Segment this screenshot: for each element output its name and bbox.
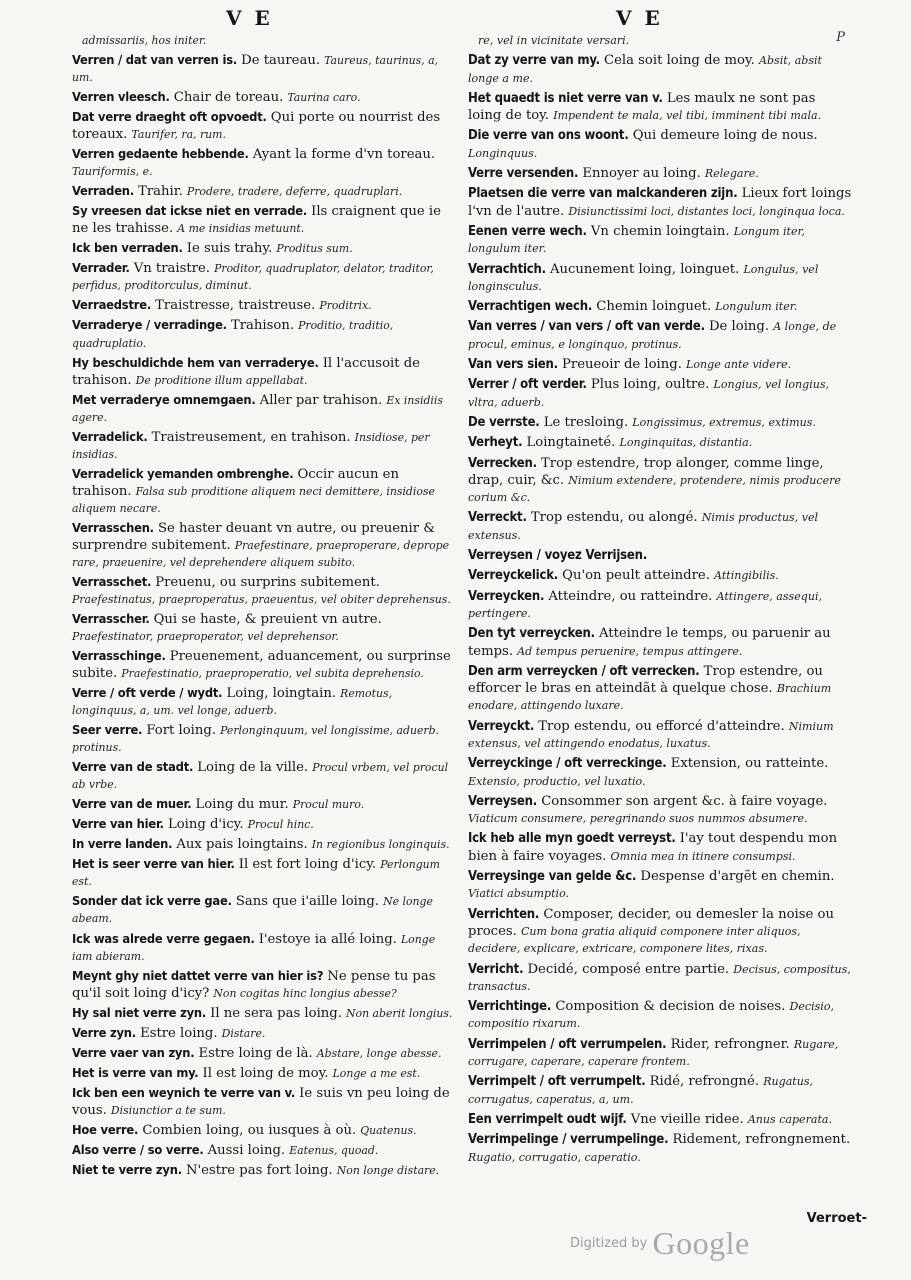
latin-gloss: Taureus, taurinus, a, um. — [72, 54, 439, 85]
headword: Ick ben een weynich te verre van v. — [72, 1085, 296, 1101]
latin-gloss: Praefestinatio, praeproperatio, vel subita deprehensio. — [121, 667, 424, 681]
headword: Sy vreesen dat ickse niet en verrade. — [72, 204, 308, 220]
headword: Verrasscher. — [72, 611, 150, 627]
dictionary-entry — [72, 931, 456, 965]
dictionary-entry — [72, 759, 456, 793]
headword: Verrader. — [72, 261, 130, 277]
french-gloss: Loing de la ville. — [197, 760, 309, 776]
latin-gloss: Disiunctior a te sum. — [110, 1103, 226, 1117]
headword: Die verre van ons woont. — [468, 128, 629, 144]
latin-gloss: Longum iter, longulum iter. — [468, 224, 806, 256]
dictionary-entry — [72, 146, 456, 180]
french-gloss: Aux pais loingtains. — [176, 837, 308, 853]
dictionary-entry — [468, 223, 852, 258]
french-gloss: I'ay tout despendu mon bien à faire voyages. — [468, 831, 838, 864]
headword: Meynt ghy niet dattet verre van hier is? — [72, 968, 324, 984]
french-gloss: Qui demeure loing de nous. — [632, 128, 818, 144]
headword: Verreysen. — [468, 793, 538, 809]
headword: Ick heb alle myn goedt verreyst. — [468, 831, 676, 847]
french-gloss: Rider, refrongner. — [670, 1036, 790, 1052]
dictionary-entry — [72, 429, 456, 463]
dictionary-entry — [72, 816, 456, 833]
french-gloss: Plus loing, oultre. — [590, 377, 710, 393]
latin-gloss: Proditio, traditio, quadruplatio. — [72, 319, 394, 350]
latin-gloss: Longinquus. — [468, 146, 538, 160]
latin-gloss: Quatenus. — [360, 1123, 417, 1137]
french-gloss: Vn chemin loingtain. — [590, 223, 730, 239]
headword: Seer verre. — [72, 723, 143, 739]
french-gloss: Ridé, refrongné. — [649, 1074, 760, 1090]
dictionary-entry — [468, 376, 852, 411]
dictionary-entry — [72, 89, 456, 106]
dictionary-entry — [72, 260, 456, 294]
headword: Plaetsen die verre van malckanderen zijn. — [468, 186, 738, 202]
headword: Verrimpelt / oft verrumpelt. — [468, 1074, 646, 1090]
dictionary-entry — [468, 185, 852, 220]
dictionary-entry — [468, 165, 852, 182]
latin-gloss: Proditus sum. — [276, 242, 353, 256]
latin-gloss: Prodere, tradere, deferre, quadruplari. — [186, 185, 403, 199]
latin-gloss: Nimium extensus, vel attingendo enodatus, luxatus. — [468, 719, 834, 750]
dictionary-entry — [72, 32, 456, 49]
headword: Verren vleesch. — [72, 90, 170, 106]
dictionary-entry — [468, 356, 852, 373]
french-gloss: Traistreusement, en trahison. — [151, 429, 351, 445]
headword: Verrasschinge. — [72, 649, 166, 665]
french-gloss: Se haster deuant vn autre, ou preuenir & surprendre subitement. — [72, 520, 435, 553]
latin-gloss: Nimium extendere, protendere, nimis producere corium &c. — [468, 473, 841, 505]
latin-gloss: Ne longe abeam. — [72, 895, 433, 926]
headword: Verre vaer van zyn. — [72, 1045, 195, 1061]
french-gloss: Ne pense tu pas qu'il soit loing d'icy? — [72, 968, 436, 1001]
french-gloss: Combien loing, ou iusques à où. — [142, 1122, 357, 1138]
french-gloss: Decidé, composé entre partie. — [527, 961, 730, 977]
latin-gloss: Anus caperata. — [747, 1112, 832, 1126]
headword: Niet te verre zyn. — [72, 1162, 182, 1178]
french-gloss: Sans que i'aille loing. — [235, 894, 379, 910]
headword: Dat verre draeght oft opvoedt. — [72, 110, 267, 126]
french-gloss: Qui se haste, & preuient vn autre. — [153, 611, 382, 627]
latin-gloss: Rugatio, corrugatio, caperatio. — [468, 1150, 641, 1164]
french-gloss: De loing. — [708, 319, 770, 335]
french-gloss: Loing d'icy. — [167, 817, 244, 833]
latin-gloss: Taurifer, ra, rum. — [131, 128, 226, 142]
french-gloss: Aussi loing. — [207, 1142, 286, 1158]
french-gloss: Aller par trahison. — [259, 392, 383, 408]
headword: Verreyckt. — [468, 718, 535, 734]
latin-gloss: Nimis productus, vel extensus. — [468, 511, 819, 542]
headword: Verre van hier. — [72, 817, 164, 833]
dictionary-entry — [468, 961, 852, 996]
french-gloss: Preuenement, aduancement, ou surprinse subite. — [72, 649, 451, 682]
dictionary-entry — [468, 509, 852, 544]
dictionary-entry — [72, 968, 456, 1002]
french-gloss: Ridement, refrongnement. — [672, 1132, 851, 1148]
dictionary-entry — [72, 1142, 456, 1159]
french-gloss: Ayant la forme d'vn toreau. — [252, 147, 436, 163]
french-gloss: Qui porte ou nourrist des toreaux. — [72, 110, 441, 143]
latin-gloss: Relegare. — [704, 167, 759, 181]
latin-gloss: Brachium enodare, attingendo luxare. — [468, 682, 832, 713]
latin-gloss: Rugatus, corrugatus, caperatus, a, um. — [468, 1075, 814, 1106]
headword: Verre van de stadt. — [72, 760, 194, 776]
latin-gloss: Viaticum consumere, peregrinando suos nummos absumere. — [468, 812, 808, 826]
headword: Verren / dat van verren is. — [72, 53, 238, 69]
headword: Verrachtigen wech. — [468, 299, 593, 315]
latin-gloss: Procul hinc. — [247, 818, 314, 832]
dictionary-entry — [468, 625, 852, 660]
headword: Dat zy verre van my. — [468, 53, 600, 69]
dictionary-entry — [72, 856, 456, 890]
french-gloss: Occir aucun en trahison. — [72, 466, 399, 499]
dictionary-entry — [468, 830, 852, 865]
dictionary-entry — [72, 574, 456, 608]
latin-gloss: Eatenus, quoad. — [289, 1143, 379, 1157]
dictionary-entry — [468, 588, 852, 623]
dictionary-entry — [72, 317, 456, 351]
french-gloss: Estre loing. — [140, 1025, 218, 1041]
headword: Hoe verre. — [72, 1122, 139, 1138]
french-gloss: Atteindre, ou ratteindre. — [548, 588, 713, 604]
latin-gloss: Distare. — [221, 1026, 266, 1040]
digitized-by-google-watermark — [570, 1225, 750, 1262]
latin-gloss: Viatici absumptio. — [468, 887, 570, 901]
dictionary-entry — [468, 663, 852, 715]
headword: Verre zyn. — [72, 1025, 136, 1041]
dictionary-entry — [72, 109, 456, 143]
french-gloss: Loing, loingtain. — [226, 686, 337, 702]
latin-gloss: Ad tempus peruenire, tempus attingere. — [517, 644, 743, 658]
latin-gloss: Abstare, longe abesse. — [316, 1046, 442, 1060]
french-gloss: Composition & decision de noises. — [555, 999, 786, 1015]
dictionary-entry — [468, 567, 852, 584]
headword: Met verraderye omnemgaen. — [72, 392, 256, 408]
french-gloss: Trop estendu, ou efforcé d'atteindre. — [538, 718, 785, 734]
latin-gloss: Longe iam abieram. — [72, 932, 436, 963]
french-gloss: Les maulx ne sont pas loing de toy. — [468, 90, 816, 124]
latin-gloss: Non aberit longius. — [346, 1006, 453, 1020]
headword: Verheyt. — [468, 435, 523, 451]
dictionary-entry — [72, 1122, 456, 1139]
french-gloss: Ils craignent que ie ne les trahisse. — [72, 204, 441, 237]
latin-gloss: A longe, de procul, eminus, e longinquo, protinus. — [468, 320, 837, 351]
latin-gloss: Disiunctissimi loci, distantes loci, longinqua loca. — [568, 204, 845, 218]
headword: Sonder dat ick verre gae. — [72, 894, 232, 910]
latin-gloss: Tauriformis, e. — [72, 165, 153, 179]
french-gloss: Despense d'argẽt en chemin. — [640, 869, 835, 885]
dictionary-entry — [72, 836, 456, 853]
latin-gloss: Decisio, compositio rixarum. — [468, 1000, 834, 1031]
latin-gloss: Omnia mea in itinere consumpsi. — [610, 849, 796, 863]
catchword: Verroet- — [806, 1211, 867, 1226]
headword: Verreysen / voyez Verrijsen. — [468, 548, 647, 564]
french-gloss: Aucunement loing, loinguet. — [550, 261, 740, 277]
french-gloss: Preueoir de loing. — [562, 357, 682, 373]
headword: Verrimpelen / oft verrumpelen. — [468, 1036, 667, 1052]
latin-gloss: Longissimus, extremus, extimus. — [632, 415, 816, 429]
headword: Verreycken. — [468, 588, 545, 604]
french-gloss: Fort loing. — [146, 723, 217, 739]
french-gloss: Trop estendre, trop alonger, comme linge, drap, cuir, &c. — [468, 455, 824, 488]
latin-gloss: admissariis, hos initer. — [82, 34, 207, 47]
french-gloss: Ie suis vn peu loing de vous. — [72, 1085, 450, 1118]
dictionary-entry — [468, 261, 852, 296]
french-gloss: Chair de toreau. — [173, 90, 284, 106]
dictionary-entry — [468, 414, 852, 431]
latin-gloss: Praefestinare, praeproperare, deprope rare, praeuenire, vel deprehendere aliquem subito. — [72, 538, 450, 569]
google-logo: Google — [652, 1225, 750, 1261]
french-gloss: N'estre pas fort loing. — [185, 1162, 333, 1178]
headword: Hy beschuldichde hem van verraderye. — [72, 355, 319, 371]
latin-gloss: Extensio, productio, vel luxatio. — [468, 774, 646, 788]
headword: Verreyckinge / oft verreckinge. — [468, 756, 667, 772]
headword: Het is verre van my. — [72, 1065, 199, 1081]
french-gloss: Loing du mur. — [195, 797, 289, 813]
headword: Verre versenden. — [468, 166, 579, 182]
dictionary-entry — [468, 298, 852, 315]
headword: Het is seer verre van hier. — [72, 857, 235, 873]
french-gloss: Il ne sera pas loing. — [210, 1005, 342, 1021]
headword: Verrecken. — [468, 455, 537, 471]
latin-gloss: Longulus, vel longinsculus. — [468, 262, 819, 293]
latin-gloss: Longius, vel longius, vltra, aduerb. — [468, 378, 830, 409]
dictionary-entry — [468, 718, 852, 753]
latin-gloss: Longe ante videre. — [686, 358, 792, 372]
french-gloss: Traistresse, traistreuse. — [155, 298, 316, 314]
french-gloss: Preuenu, ou surprins subitement. — [155, 574, 380, 590]
headword: Verrimpelinge / verrumpelinge. — [468, 1132, 669, 1148]
french-gloss: Estre loing de là. — [198, 1045, 313, 1061]
latin-gloss: Absit, absit longe a me. — [468, 54, 822, 85]
dictionary-entry — [72, 796, 456, 813]
headword: Verraden. — [72, 184, 134, 200]
dictionary-entry — [72, 1025, 456, 1042]
latin-gloss: Falsa sub proditione aliquem neci demittere, insidiose aliquem necare. — [72, 484, 435, 515]
headword: Een verrimpelt oudt wijf. — [468, 1111, 627, 1127]
headword: Verren gedaente hebbende. — [72, 147, 249, 163]
latin-gloss: Decisus, compositus, transactus. — [468, 962, 851, 993]
latin-gloss: Procul vrbem, vel procul ab vrbe. — [72, 761, 449, 792]
dictionary-entry — [72, 648, 456, 682]
dictionary-entry — [468, 52, 852, 87]
french-gloss: Vne vieille ridee. — [630, 1111, 744, 1127]
latin-gloss: Perlongum est. — [72, 858, 440, 889]
french-gloss: Composer, decider, ou demesler la noise ou proces. — [468, 906, 834, 939]
headword: Verraedstre. — [72, 298, 152, 314]
french-gloss: Atteindre le temps, ou paruenir au temps. — [468, 626, 831, 659]
latin-gloss: Taurina caro. — [287, 91, 361, 105]
dictionary-entry — [72, 297, 456, 314]
dictionary-entry — [72, 466, 456, 517]
french-gloss: Loingtaineté. — [526, 435, 616, 451]
latin-gloss: In regionibus longinquis. — [311, 838, 450, 852]
french-gloss: De taureau. — [241, 53, 321, 69]
headword: Van vers sien. — [468, 357, 558, 373]
watermark-prefix: Digitized by — [570, 1236, 648, 1251]
headword: Verre van de muer. — [72, 797, 192, 813]
dictionary-entry — [468, 1111, 852, 1128]
latin-gloss: Perlonginquum, vel longissime, aduerb. protinus. — [72, 724, 440, 755]
dictionary-entry — [468, 32, 852, 49]
french-gloss: Trop estendu, ou alongé. — [530, 510, 698, 526]
french-gloss: Vn traistre. — [133, 261, 210, 277]
dictionary-entry — [72, 611, 456, 645]
latin-gloss: Non longe distare. — [336, 1163, 440, 1177]
dictionary-entry — [72, 1045, 456, 1062]
dictionary-entry — [72, 685, 456, 719]
latin-gloss: Impendent te mala, vel tibi, imminent tibi mala. — [553, 109, 822, 123]
latin-gloss: Attingere, assequi, pertingere. — [468, 589, 822, 620]
headword: Verreckt. — [468, 510, 527, 526]
latin-gloss: De proditione illum appellabat. — [135, 373, 308, 387]
headword: Eenen verre wech. — [468, 223, 587, 239]
latin-gloss: Ex insidiis agere. — [72, 393, 443, 424]
french-gloss: Il est loing de moy. — [202, 1065, 329, 1081]
latin-gloss: Praefestinator, praeproperator, vel deprehensor. — [72, 630, 339, 643]
headword: Verraderye / verradinge. — [72, 318, 227, 334]
french-gloss: Ennoyer au loing. — [582, 166, 701, 182]
latin-gloss: Procul muro. — [292, 798, 365, 812]
headword: Het quaedt is niet verre van v. — [468, 90, 663, 106]
headword: Also verre / so verre. — [72, 1142, 204, 1158]
french-gloss: Il est fort loing d'icy. — [238, 857, 377, 873]
french-gloss: Il l'accusoit de trahison. — [72, 355, 420, 388]
latin-gloss: Praefestinatus, praeproperatus, praeuentus, vel obiter deprehensus. — [72, 592, 451, 606]
dictionary-entry — [468, 90, 852, 125]
french-gloss: Le tresloing. — [543, 414, 629, 430]
headword: Van verres / van vers / oft van verde. — [468, 319, 705, 335]
headword: In verre landen. — [72, 837, 173, 853]
french-gloss: Trahir. — [138, 184, 183, 200]
latin-gloss: Attingibilis. — [714, 569, 779, 583]
headword: Verre / oft verde / wydt. — [72, 686, 223, 702]
headword: Hy sal niet verre zyn. — [72, 1005, 207, 1021]
dictionary-entry — [468, 434, 852, 451]
latin-gloss: Proditor, quadruplator, delator, traditor, perfidus, proditorculus, diminut. — [72, 262, 434, 293]
left-running-head: V E — [226, 6, 273, 30]
dictionary-entry — [72, 240, 456, 257]
french-gloss: Qu'on peult atteindre. — [562, 568, 710, 584]
right-running-head: V E — [616, 6, 663, 30]
french-gloss: Consommer son argent &c. à faire voyage. — [541, 793, 828, 809]
headword: Verradelick yemanden ombrenghe. — [72, 466, 294, 482]
french-gloss: Extension, ou ratteinte. — [670, 756, 829, 772]
dictionary-entry — [468, 1073, 852, 1108]
french-gloss: Trop estendre, ou efforcer le bras en atteindãt à quelque chose. — [468, 663, 823, 697]
latin-gloss: A me insidias metuunt. — [177, 222, 305, 236]
dictionary-entry — [468, 868, 852, 903]
left-column — [72, 32, 456, 1182]
dictionary-entry — [72, 722, 456, 756]
dictionary-entry — [468, 906, 852, 958]
french-gloss: Chemin loinguet. — [596, 299, 712, 315]
headword: Verrasschet. — [72, 574, 152, 590]
dictionary-entry — [72, 1085, 456, 1119]
dictionary-entry — [468, 755, 852, 790]
headword: Verrer / oft verder. — [468, 377, 587, 393]
latin-gloss: Insidiose, per insidias. — [72, 430, 430, 461]
headword: De verrste. — [468, 414, 540, 430]
headword: Verreyckelick. — [468, 568, 559, 584]
latin-gloss: Proditrix. — [319, 299, 372, 313]
headword: Verrichten. — [468, 906, 540, 922]
french-gloss: I'estoye ia allé loing. — [258, 931, 397, 947]
page-number: P — [836, 30, 845, 45]
latin-gloss: Remotus, longinquus, a, um. vel longe, aduerb. — [72, 687, 393, 718]
latin-gloss: Longinquitas, distantia. — [619, 436, 753, 450]
dictionary-entry — [72, 1005, 456, 1022]
french-gloss: Trahison. — [230, 318, 295, 334]
dictionary-entry — [72, 183, 456, 200]
dictionary-entry — [72, 1162, 456, 1179]
french-gloss: Cela soit loing de moy. — [603, 53, 755, 69]
latin-gloss: Longulum iter. — [715, 300, 798, 314]
dictionary-entry — [468, 1036, 852, 1071]
dictionary-entry — [72, 1065, 456, 1082]
headword: Verrasschen. — [72, 520, 154, 536]
latin-gloss: Rugare, corrugare, caperare, caperare frontem. — [468, 1037, 839, 1069]
right-column — [468, 32, 852, 1169]
dictionary-entry — [468, 998, 852, 1033]
dictionary-entry — [468, 793, 852, 828]
latin-gloss: Non cogitas hinc longius abesse? — [213, 986, 397, 1000]
headword: Verradelick. — [72, 429, 148, 445]
dictionary-entry — [72, 52, 456, 86]
latin-gloss: re, vel in vicinitate versari. — [478, 34, 630, 47]
dictionary-entry — [72, 893, 456, 927]
dictionary-entry — [468, 547, 852, 564]
latin-gloss: Longe a me est. — [332, 1066, 421, 1080]
headword: Den arm verreycken / oft verrecken. — [468, 663, 700, 679]
latin-gloss: Cum bona gratia aliquid componere inter aliquos, decidere, explicare, extricare, componere lites, rixas. — [468, 924, 801, 956]
headword: Verricht. — [468, 961, 524, 977]
headword: Ick ben verraden. — [72, 241, 183, 257]
headword: Verrachtich. — [468, 261, 546, 277]
french-gloss: Lieux fort loings l'vn de l'autre. — [468, 186, 852, 219]
headword: Verrichtinge. — [468, 999, 552, 1015]
dictionary-entry — [72, 392, 456, 426]
dictionary-entry — [72, 520, 456, 571]
headword: Ick was alrede verre gegaen. — [72, 931, 255, 947]
dictionary-entry — [72, 203, 456, 237]
dictionary-entry — [468, 127, 852, 162]
dictionary-entry — [72, 355, 456, 389]
headword: Verreysinge van gelde &c. — [468, 869, 637, 885]
french-gloss: Ie suis trahy. — [186, 241, 273, 257]
headword: Den tyt verreycken. — [468, 626, 595, 642]
dictionary-entry — [468, 1131, 852, 1166]
dictionary-entry — [468, 455, 852, 507]
dictionary-entry — [468, 318, 852, 353]
